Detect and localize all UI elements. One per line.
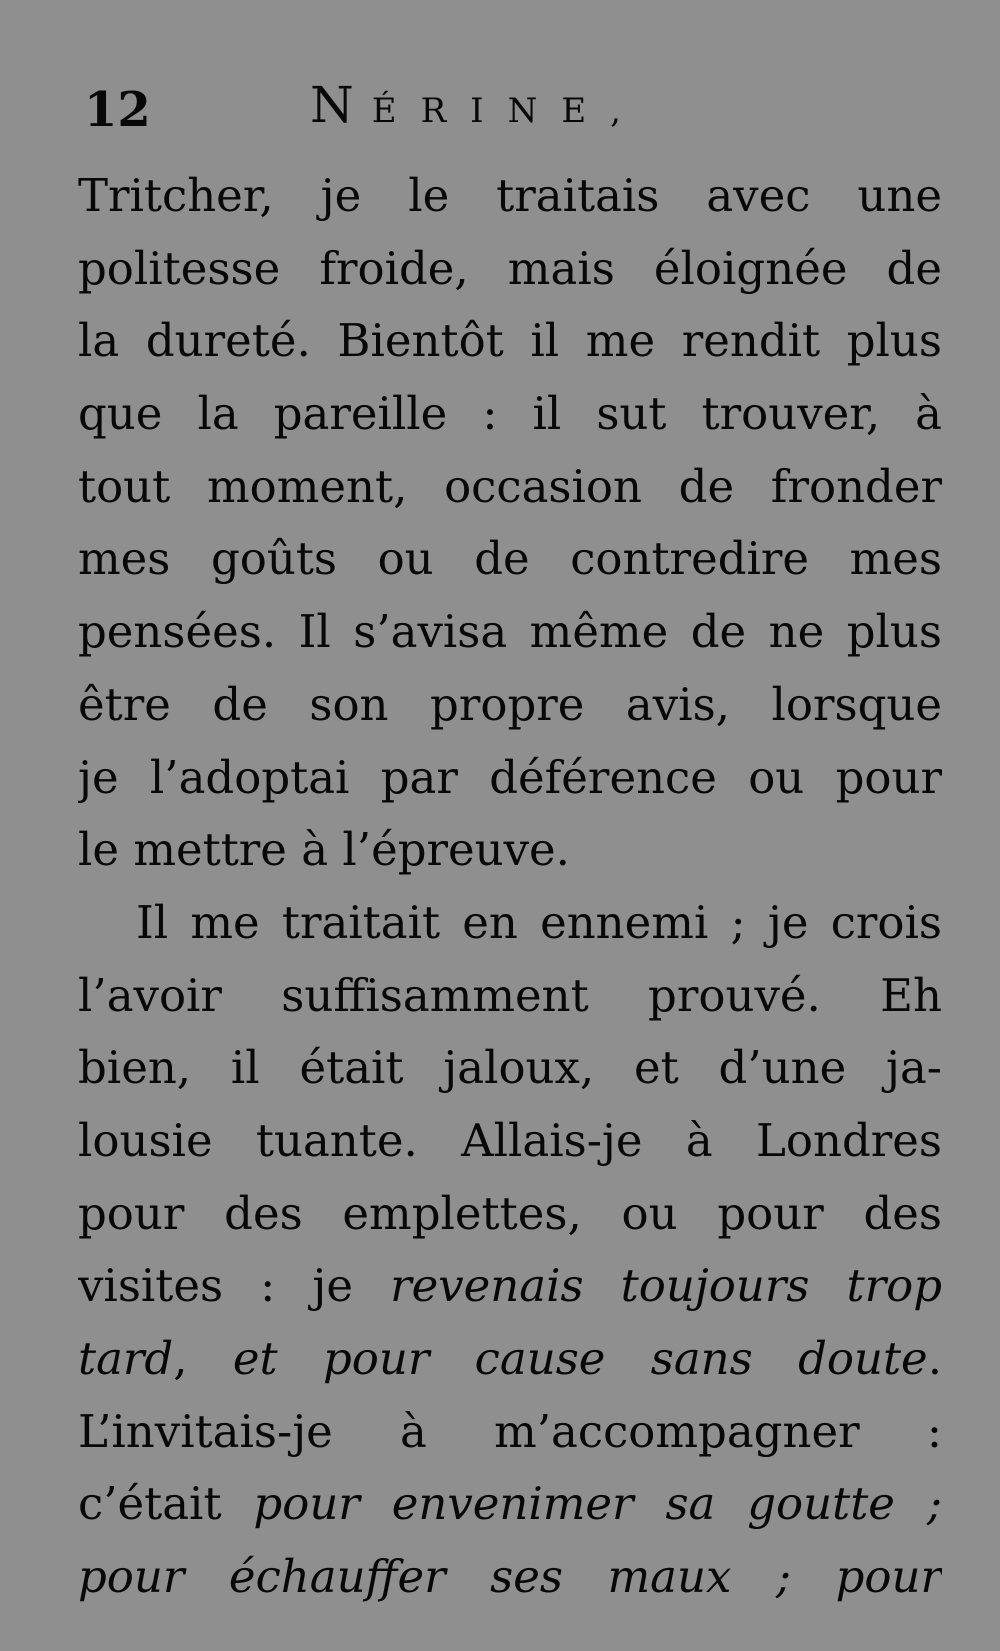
italic-text: revenais toujours trop (390, 1259, 942, 1313)
text-line (78, 378, 942, 451)
text-line (78, 1105, 942, 1178)
text-line (78, 305, 942, 378)
text-line (78, 1032, 942, 1105)
text-line (78, 596, 942, 669)
text-line (78, 814, 942, 887)
text-line (78, 1323, 942, 1396)
running-head (310, 78, 645, 133)
text-segment: pensées. Il s’avisa même de ne plus (78, 605, 942, 659)
italic-text: pour envenimer sa goutte ; (253, 1477, 942, 1531)
text-segment: c’était (78, 1477, 254, 1531)
text-line (78, 669, 942, 742)
text-segment: l’avoir suffisamment prouvé. Eh (78, 968, 942, 1022)
text-line (78, 1178, 942, 1251)
text-segment: je l’adoptai par déférence ou pour (78, 750, 942, 804)
text-segment: le mettre à l’épreuve. (78, 823, 570, 877)
text-segment: , (173, 1332, 233, 1385)
text-line (78, 960, 942, 1033)
page-header (78, 78, 942, 148)
text-line (78, 451, 942, 524)
text-segment: mes goûts ou de contredire mes (78, 532, 942, 586)
text-line (78, 887, 942, 960)
text-segment: bien, il était jaloux, et d’une ja- (78, 1041, 942, 1095)
text-line (78, 1396, 942, 1469)
text-segment: lousie tuante. Allais-je à Londres (78, 1113, 942, 1167)
text-segment: L’invitais-je à m’accompagner : (78, 1404, 942, 1458)
text-segment: être de son propre avis, lorsque (78, 677, 942, 731)
paragraph (78, 160, 942, 887)
text-segment: la dureté. Bientôt il me rendit plus (78, 314, 942, 368)
text-line (78, 1541, 942, 1614)
italic-text: tard (78, 1332, 174, 1385)
text-line (78, 160, 942, 233)
text-line (78, 1250, 942, 1323)
text-segment: pour des emplettes, ou pour des (78, 1186, 942, 1240)
page-number: 12 (84, 82, 151, 138)
text-segment: visites : je (78, 1259, 391, 1313)
text-segment: politesse froide, mais éloignée de (78, 241, 942, 295)
text-segment: Tritcher, je le traitais avec une (78, 169, 942, 222)
text-line (78, 1468, 942, 1541)
paragraph (78, 887, 942, 1614)
text-line (78, 742, 942, 815)
text-segment: tout moment, occasion de fronder (78, 459, 942, 513)
running-head-rest: ÉRINE, (371, 91, 645, 131)
text-segment: Il me traitait en ennemi ; je crois (136, 895, 942, 949)
text-line (78, 233, 942, 306)
text-line (78, 523, 942, 596)
running-head-initial: N (310, 76, 354, 134)
italic-text: et pour cause sans doute (232, 1332, 928, 1385)
text-segment: que la pareille : il sut trouver, à (78, 387, 942, 441)
body-text (78, 160, 942, 1614)
text-segment: . (927, 1332, 942, 1385)
italic-text: pour échauffer ses maux ; pour (78, 1550, 942, 1604)
